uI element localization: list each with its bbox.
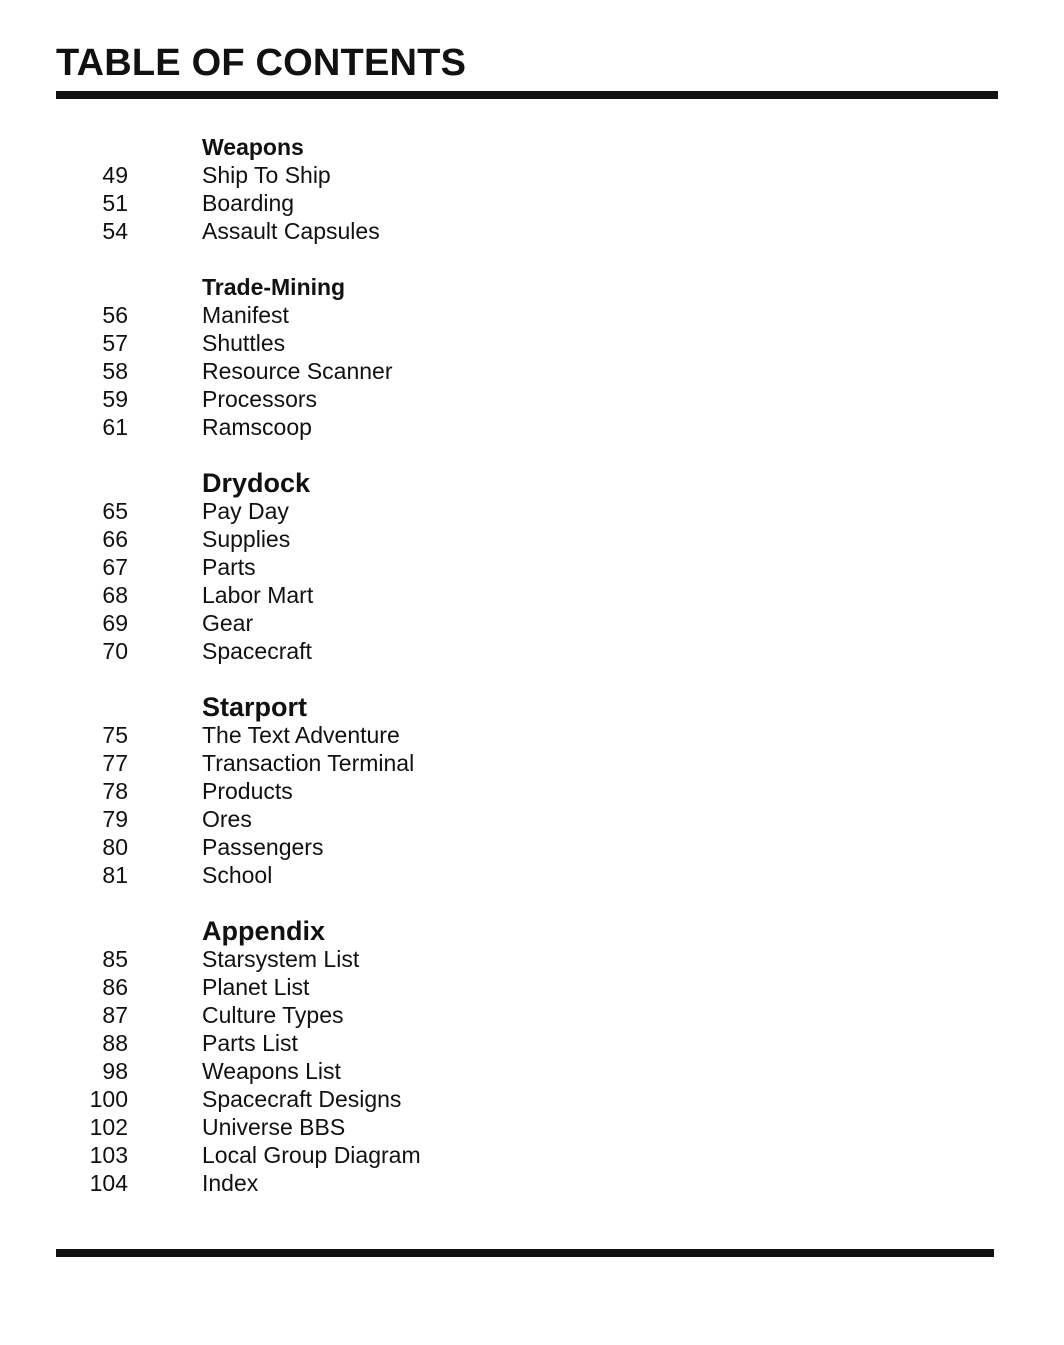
entry-title: Index [202,1170,259,1196]
section-heading: Starport [202,692,308,722]
toc-entry [0,637,1064,665]
toc-entry [0,777,1064,805]
page-number: 87 [102,1002,128,1028]
toc-section [0,469,1064,665]
toc-entry [0,553,1064,581]
entry-title: Ores [202,806,252,832]
toc-entry [0,609,1064,637]
entry-title: Culture Types [202,1002,344,1028]
entry-title: Planet List [202,974,310,1000]
entry-title: Ship To Ship [202,162,331,188]
toc-entry [0,749,1064,777]
section-heading: Weapons [202,134,304,160]
toc-entry [0,833,1064,861]
entry-title: Pay Day [202,498,289,524]
entry-title: The Text Adventure [202,722,400,748]
page-number: 66 [102,526,128,552]
entry-title: Parts List [202,1030,298,1056]
toc-entry [0,1113,1064,1141]
entry-title: Spacecraft Designs [202,1086,402,1112]
entry-title: Supplies [202,526,291,552]
page-number: 51 [102,190,128,216]
toc-entry [0,357,1064,385]
toc-entry [0,1029,1064,1057]
entry-title: Manifest [202,302,289,328]
toc-entry [0,945,1064,973]
page-number: 79 [102,806,128,832]
entry-title: Resource Scanner [202,358,393,384]
entry-title: Spacecraft [202,638,312,664]
toc-entry [0,385,1064,413]
page-number: 103 [89,1142,128,1168]
page-number: 58 [102,358,128,384]
entry-title: School [202,862,273,888]
entry-title: Ramscoop [202,414,312,440]
entry-title: Boarding [202,190,295,216]
page-number: 104 [89,1170,128,1196]
page-number: 69 [102,610,128,636]
toc-section [0,133,1064,245]
page-number: 49 [102,162,128,188]
page-number: 85 [102,946,128,972]
toc-entry [0,497,1064,525]
page-number: 88 [102,1030,128,1056]
page-title: TABLE OF CONTENTS [56,42,467,84]
page-number: 77 [102,750,128,776]
toc-section [0,273,1064,441]
page-number: 81 [102,862,128,888]
page-number: 80 [102,834,128,860]
toc-entry [0,189,1064,217]
page-number: 78 [102,778,128,804]
toc-entry [0,329,1064,357]
entry-title: Starsystem List [202,946,360,972]
page-number: 68 [102,582,128,608]
toc-section [0,917,1064,1197]
entry-title: Weapons List [202,1058,341,1084]
top-rule [56,91,998,99]
page-number: 102 [89,1114,128,1140]
page-number: 65 [102,498,128,524]
page-number: 98 [102,1058,128,1084]
page-number: 70 [102,638,128,664]
toc-entry [0,301,1064,329]
toc-entry [0,1057,1064,1085]
page-number: 59 [102,386,128,412]
toc-section [0,693,1064,889]
section-heading: Drydock [202,468,311,498]
entry-title: Parts [202,554,256,580]
page-number: 61 [102,414,128,440]
section-heading: Appendix [202,916,326,946]
page-number: 86 [102,974,128,1000]
entry-title: Universe BBS [202,1114,346,1140]
entry-title: Products [202,778,293,804]
toc-entry [0,1085,1064,1113]
toc-entry [0,581,1064,609]
entry-title: Transaction Terminal [202,750,415,776]
page-number: 100 [89,1086,128,1112]
entry-title: Processors [202,386,318,412]
entry-title: Local Group Diagram [202,1142,421,1168]
toc-entry [0,161,1064,189]
entry-title: Assault Capsules [202,218,380,244]
toc-entry [0,805,1064,833]
toc-entry [0,721,1064,749]
page-number: 75 [102,722,128,748]
toc-entry [0,973,1064,1001]
toc-entry [0,1001,1064,1029]
entry-title: Shuttles [202,330,286,356]
page-number: 54 [102,218,128,244]
entry-title: Gear [202,610,254,636]
page-number: 67 [102,554,128,580]
entry-title: Labor Mart [202,582,314,608]
bottom-rule [56,1249,994,1257]
toc-entry [0,1141,1064,1169]
entry-title: Passengers [202,834,324,860]
toc-entry [0,861,1064,889]
toc-entry [0,217,1064,245]
toc-list [0,133,1064,1197]
page-number: 56 [102,302,128,328]
toc-entry [0,413,1064,441]
toc-entry [0,525,1064,553]
toc-entry [0,1169,1064,1197]
page-number: 57 [102,330,128,356]
section-heading: Trade-Mining [202,274,346,300]
